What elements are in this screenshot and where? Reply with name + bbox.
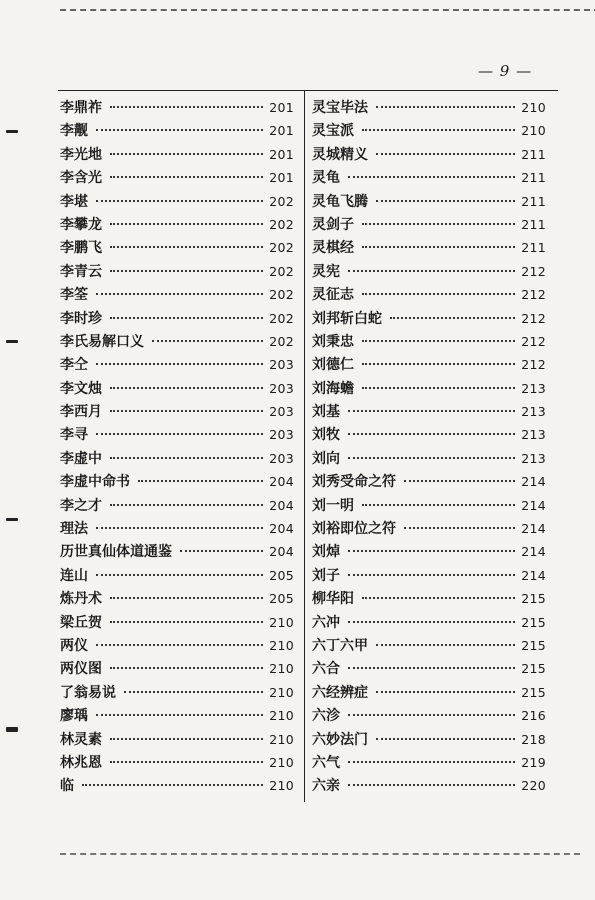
index-entry — [312, 682, 546, 705]
index-column-left — [60, 97, 294, 799]
index-page-number: 203 — [269, 357, 294, 373]
index-page-number: 210 — [269, 708, 294, 724]
leader-dots — [348, 667, 515, 669]
index-term: 灵宪 — [312, 263, 340, 280]
index-page-number: 202 — [269, 240, 294, 256]
leader-dots — [180, 550, 263, 552]
index-term: 李青云 — [60, 263, 102, 280]
index-term: 两仪 — [60, 637, 88, 654]
index-entry — [60, 308, 294, 331]
index-page-number: 214 — [521, 497, 546, 513]
index-page-number: 214 — [521, 544, 546, 560]
leader-dots — [110, 246, 263, 248]
leader-dots — [96, 129, 263, 131]
leader-dots — [348, 176, 515, 178]
index-page-number: 215 — [521, 684, 546, 700]
index-term: 六冲 — [312, 614, 340, 631]
leader-dots — [110, 738, 263, 740]
page-number: — 9 — — [478, 62, 533, 80]
leader-dots — [110, 223, 263, 225]
index-term: 刘裕即位之符 — [312, 521, 396, 538]
index-term: 六经辨症 — [312, 684, 368, 701]
index-term: 灵征志 — [312, 287, 354, 304]
leader-dots — [362, 387, 515, 389]
index-page-number: 216 — [521, 708, 546, 724]
leader-dots — [96, 574, 263, 576]
index-entry — [312, 588, 546, 611]
index-entry — [312, 612, 546, 635]
index-entry — [312, 424, 546, 447]
index-entry — [60, 729, 294, 752]
index-page-number: 202 — [269, 216, 294, 232]
index-page-number: 212 — [521, 310, 546, 326]
index-entry — [312, 120, 546, 143]
index-entry — [60, 541, 294, 564]
index-term: 李光地 — [60, 146, 102, 163]
index-page-number: 211 — [521, 193, 546, 209]
leader-dots — [362, 223, 515, 225]
leader-dots — [348, 574, 515, 576]
leader-dots — [362, 246, 515, 248]
index-entry — [60, 682, 294, 705]
index-entry — [312, 308, 546, 331]
index-term: 梁丘贺 — [60, 614, 102, 631]
index-page-number: 201 — [269, 123, 294, 139]
index-term: 林灵素 — [60, 731, 102, 748]
index-page-number: 211 — [521, 240, 546, 256]
index-page-number: 204 — [269, 497, 294, 513]
index-term: 连山 — [60, 567, 88, 584]
index-entry — [60, 401, 294, 424]
index-entry — [312, 635, 546, 658]
index-entry — [312, 97, 546, 120]
index-term: 李西月 — [60, 404, 102, 421]
index-entry — [312, 144, 546, 167]
leader-dots — [110, 270, 263, 272]
index-entry — [60, 471, 294, 494]
index-entry — [312, 237, 546, 260]
index-page-number: 218 — [521, 731, 546, 747]
index-page-number: 204 — [269, 544, 294, 560]
index-entry — [312, 541, 546, 564]
index-entry — [60, 588, 294, 611]
leader-dots — [152, 340, 263, 342]
margin-mark — [6, 518, 18, 521]
index-term: 刘焯 — [312, 544, 340, 561]
index-entry — [312, 448, 546, 471]
index-page-number: 204 — [269, 474, 294, 490]
index-page-number: 205 — [269, 567, 294, 583]
index-term: 李觏 — [60, 123, 88, 140]
index-page-number: 203 — [269, 427, 294, 443]
leader-dots — [110, 457, 263, 459]
leader-dots — [362, 597, 515, 599]
index-term: 李之才 — [60, 497, 102, 514]
index-entry — [60, 214, 294, 237]
index-term: 柳华阳 — [312, 591, 354, 608]
index-term: 历世真仙体道通鉴 — [60, 544, 172, 561]
index-entry — [60, 191, 294, 214]
index-entry — [60, 354, 294, 377]
leader-dots — [376, 691, 515, 693]
index-page-number: 215 — [521, 614, 546, 630]
leader-dots — [110, 410, 263, 412]
header-rule — [58, 90, 558, 91]
index-entry — [312, 354, 546, 377]
leader-dots — [348, 270, 515, 272]
index-term: 灵龟飞腾 — [312, 193, 368, 210]
index-entry — [60, 658, 294, 681]
leader-dots — [110, 667, 263, 669]
leader-dots — [348, 550, 515, 552]
index-term: 灵龟 — [312, 170, 340, 187]
leader-dots — [348, 761, 515, 763]
index-term: 灵棋经 — [312, 240, 354, 257]
index-entry — [60, 331, 294, 354]
leader-dots — [404, 527, 515, 529]
leader-dots — [348, 410, 515, 412]
leader-dots — [110, 621, 263, 623]
leader-dots — [376, 153, 515, 155]
index-page-number: 210 — [269, 754, 294, 770]
index-entry — [60, 144, 294, 167]
scan-top-edge-rule — [60, 9, 595, 11]
leader-dots — [110, 504, 263, 506]
index-term: 六亲 — [312, 778, 340, 795]
margin-mark — [6, 340, 18, 343]
index-entry — [60, 120, 294, 143]
index-term: 刘向 — [312, 450, 340, 467]
index-entry — [312, 191, 546, 214]
leader-dots — [96, 200, 263, 202]
index-page-number: 213 — [521, 380, 546, 396]
index-entry — [312, 495, 546, 518]
index-term: 李文烛 — [60, 380, 102, 397]
index-page-number: 214 — [521, 567, 546, 583]
leader-dots — [110, 106, 263, 108]
index-term: 炼丹术 — [60, 591, 102, 608]
index-entry — [312, 401, 546, 424]
leader-dots — [110, 153, 263, 155]
index-term: 六沴 — [312, 708, 340, 725]
index-entry — [312, 705, 546, 728]
index-page-number: 219 — [521, 754, 546, 770]
index-term: 刘德仁 — [312, 357, 354, 374]
index-page-number: 201 — [269, 170, 294, 186]
margin-mark — [6, 727, 18, 732]
index-entry — [60, 167, 294, 190]
leader-dots — [96, 714, 263, 716]
index-term: 六气 — [312, 754, 340, 771]
index-entry — [312, 752, 546, 775]
leader-dots — [124, 691, 263, 693]
index-term: 刘牧 — [312, 427, 340, 444]
index-term: 李鹏飞 — [60, 240, 102, 257]
index-term: 理法 — [60, 521, 88, 538]
index-term: 廖瑀 — [60, 708, 88, 725]
index-entry — [312, 565, 546, 588]
index-entry — [60, 565, 294, 588]
index-entry — [60, 284, 294, 307]
index-entry — [312, 261, 546, 284]
margin-mark — [6, 130, 18, 133]
index-page-number: 202 — [269, 193, 294, 209]
index-page-number: 212 — [521, 333, 546, 349]
leader-dots — [96, 644, 263, 646]
index-page-number: 210 — [269, 637, 294, 653]
index-term: 李时珍 — [60, 310, 102, 327]
index-page-number: 210 — [269, 731, 294, 747]
leader-dots — [348, 621, 515, 623]
leader-dots — [362, 504, 515, 506]
index-page-number: 201 — [269, 100, 294, 115]
leader-dots — [348, 457, 515, 459]
index-page-number: 202 — [269, 263, 294, 279]
leader-dots — [376, 738, 515, 740]
index-entry — [60, 97, 294, 120]
index-term: 李氏易解口义 — [60, 333, 144, 350]
index-entry — [60, 612, 294, 635]
index-page-number: 211 — [521, 216, 546, 232]
index-page-number: 205 — [269, 591, 294, 607]
index-term: 刘秉忠 — [312, 333, 354, 350]
index-term: 刘海蟾 — [312, 380, 354, 397]
index-page-number: 211 — [521, 146, 546, 162]
index-entry — [60, 424, 294, 447]
index-page-number: 203 — [269, 380, 294, 396]
index-page-number: 212 — [521, 263, 546, 279]
index-term: 灵宝派 — [312, 123, 354, 140]
index-page-number: 203 — [269, 404, 294, 420]
index-page-number: 203 — [269, 450, 294, 466]
leader-dots — [110, 387, 263, 389]
column-divider — [304, 90, 305, 802]
index-page-number: 220 — [521, 778, 546, 794]
leader-dots — [362, 363, 515, 365]
index-entry — [60, 518, 294, 541]
index-entry — [312, 284, 546, 307]
leader-dots — [348, 784, 515, 786]
leader-dots — [82, 784, 263, 786]
index-term: 林兆恩 — [60, 754, 102, 771]
index-term: 李虚中 — [60, 450, 102, 467]
index-term: 灵剑子 — [312, 216, 354, 233]
index-page-number: 213 — [521, 404, 546, 420]
leader-dots — [376, 200, 515, 202]
index-term: 李寻 — [60, 427, 88, 444]
leader-dots — [110, 597, 263, 599]
scan-bottom-edge-rule — [60, 853, 580, 855]
leader-dots — [362, 293, 515, 295]
index-term: 李堪 — [60, 193, 88, 210]
index-entry — [60, 495, 294, 518]
index-page-number: 210 — [521, 123, 546, 139]
index-term: 六妙法门 — [312, 731, 368, 748]
index-page-number: 210 — [269, 684, 294, 700]
index-entry — [60, 448, 294, 471]
index-page-number: 215 — [521, 591, 546, 607]
index-page-number: 213 — [521, 450, 546, 466]
index-page-number: 210 — [269, 614, 294, 630]
index-entry — [312, 729, 546, 752]
index-term: 刘邦斩白蛇 — [312, 310, 382, 327]
leader-dots — [390, 317, 515, 319]
index-term: 李攀龙 — [60, 216, 102, 233]
index-term: 刘秀受命之符 — [312, 474, 396, 491]
index-term: 李虚中命书 — [60, 474, 130, 491]
index-entry — [60, 237, 294, 260]
index-entry — [60, 775, 294, 798]
index-entry — [60, 752, 294, 775]
leader-dots — [376, 106, 515, 108]
index-term: 李鼎祚 — [60, 100, 102, 116]
index-page-number: 213 — [521, 427, 546, 443]
index-entry — [60, 635, 294, 658]
index-term: 六丁六甲 — [312, 637, 368, 654]
index-term: 李含光 — [60, 170, 102, 187]
index-entry — [60, 261, 294, 284]
leader-dots — [96, 363, 263, 365]
leader-dots — [376, 644, 515, 646]
leader-dots — [404, 480, 515, 482]
index-page-number: 202 — [269, 333, 294, 349]
leader-dots — [348, 714, 515, 716]
index-entry — [312, 331, 546, 354]
index-term: 刘基 — [312, 404, 340, 421]
index-entry — [312, 775, 546, 798]
index-page-number: 214 — [521, 474, 546, 490]
leader-dots — [110, 176, 263, 178]
index-page-number: 210 — [269, 661, 294, 677]
index-page-number: 204 — [269, 521, 294, 537]
index-term: 刘一明 — [312, 497, 354, 514]
index-page-number: 210 — [269, 778, 294, 794]
index-page-number: 201 — [269, 146, 294, 162]
index-term: 灵城精义 — [312, 146, 368, 163]
index-term: 刘子 — [312, 567, 340, 584]
index-term: 李筌 — [60, 287, 88, 304]
index-page-number: 212 — [521, 357, 546, 373]
index-term: 李仝 — [60, 357, 88, 374]
index-entry — [312, 167, 546, 190]
index-term: 两仪图 — [60, 661, 102, 678]
index-column-right — [312, 97, 546, 799]
leader-dots — [96, 527, 263, 529]
leader-dots — [362, 129, 515, 131]
index-term: 临 — [60, 778, 74, 795]
index-page-number: 210 — [521, 100, 546, 115]
index-entry — [312, 518, 546, 541]
leader-dots — [110, 761, 263, 763]
index-page-number: 202 — [269, 287, 294, 303]
leader-dots — [96, 293, 263, 295]
index-entry — [312, 378, 546, 401]
index-page-number: 215 — [521, 661, 546, 677]
index-page-number: 214 — [521, 521, 546, 537]
index-page-number: 215 — [521, 637, 546, 653]
leader-dots — [362, 340, 515, 342]
index-entry — [312, 214, 546, 237]
leader-dots — [96, 433, 263, 435]
leader-dots — [138, 480, 263, 482]
index-term: 六合 — [312, 661, 340, 678]
leader-dots — [110, 317, 263, 319]
index-page-number: 202 — [269, 310, 294, 326]
index-entry — [60, 705, 294, 728]
index-page-number: 212 — [521, 287, 546, 303]
index-entry — [312, 471, 546, 494]
index-term: 灵宝毕法 — [312, 100, 368, 116]
index-entry — [60, 378, 294, 401]
index-term: 了翁易说 — [60, 684, 116, 701]
index-page-number: 211 — [521, 170, 546, 186]
index-entry — [312, 658, 546, 681]
leader-dots — [348, 433, 515, 435]
